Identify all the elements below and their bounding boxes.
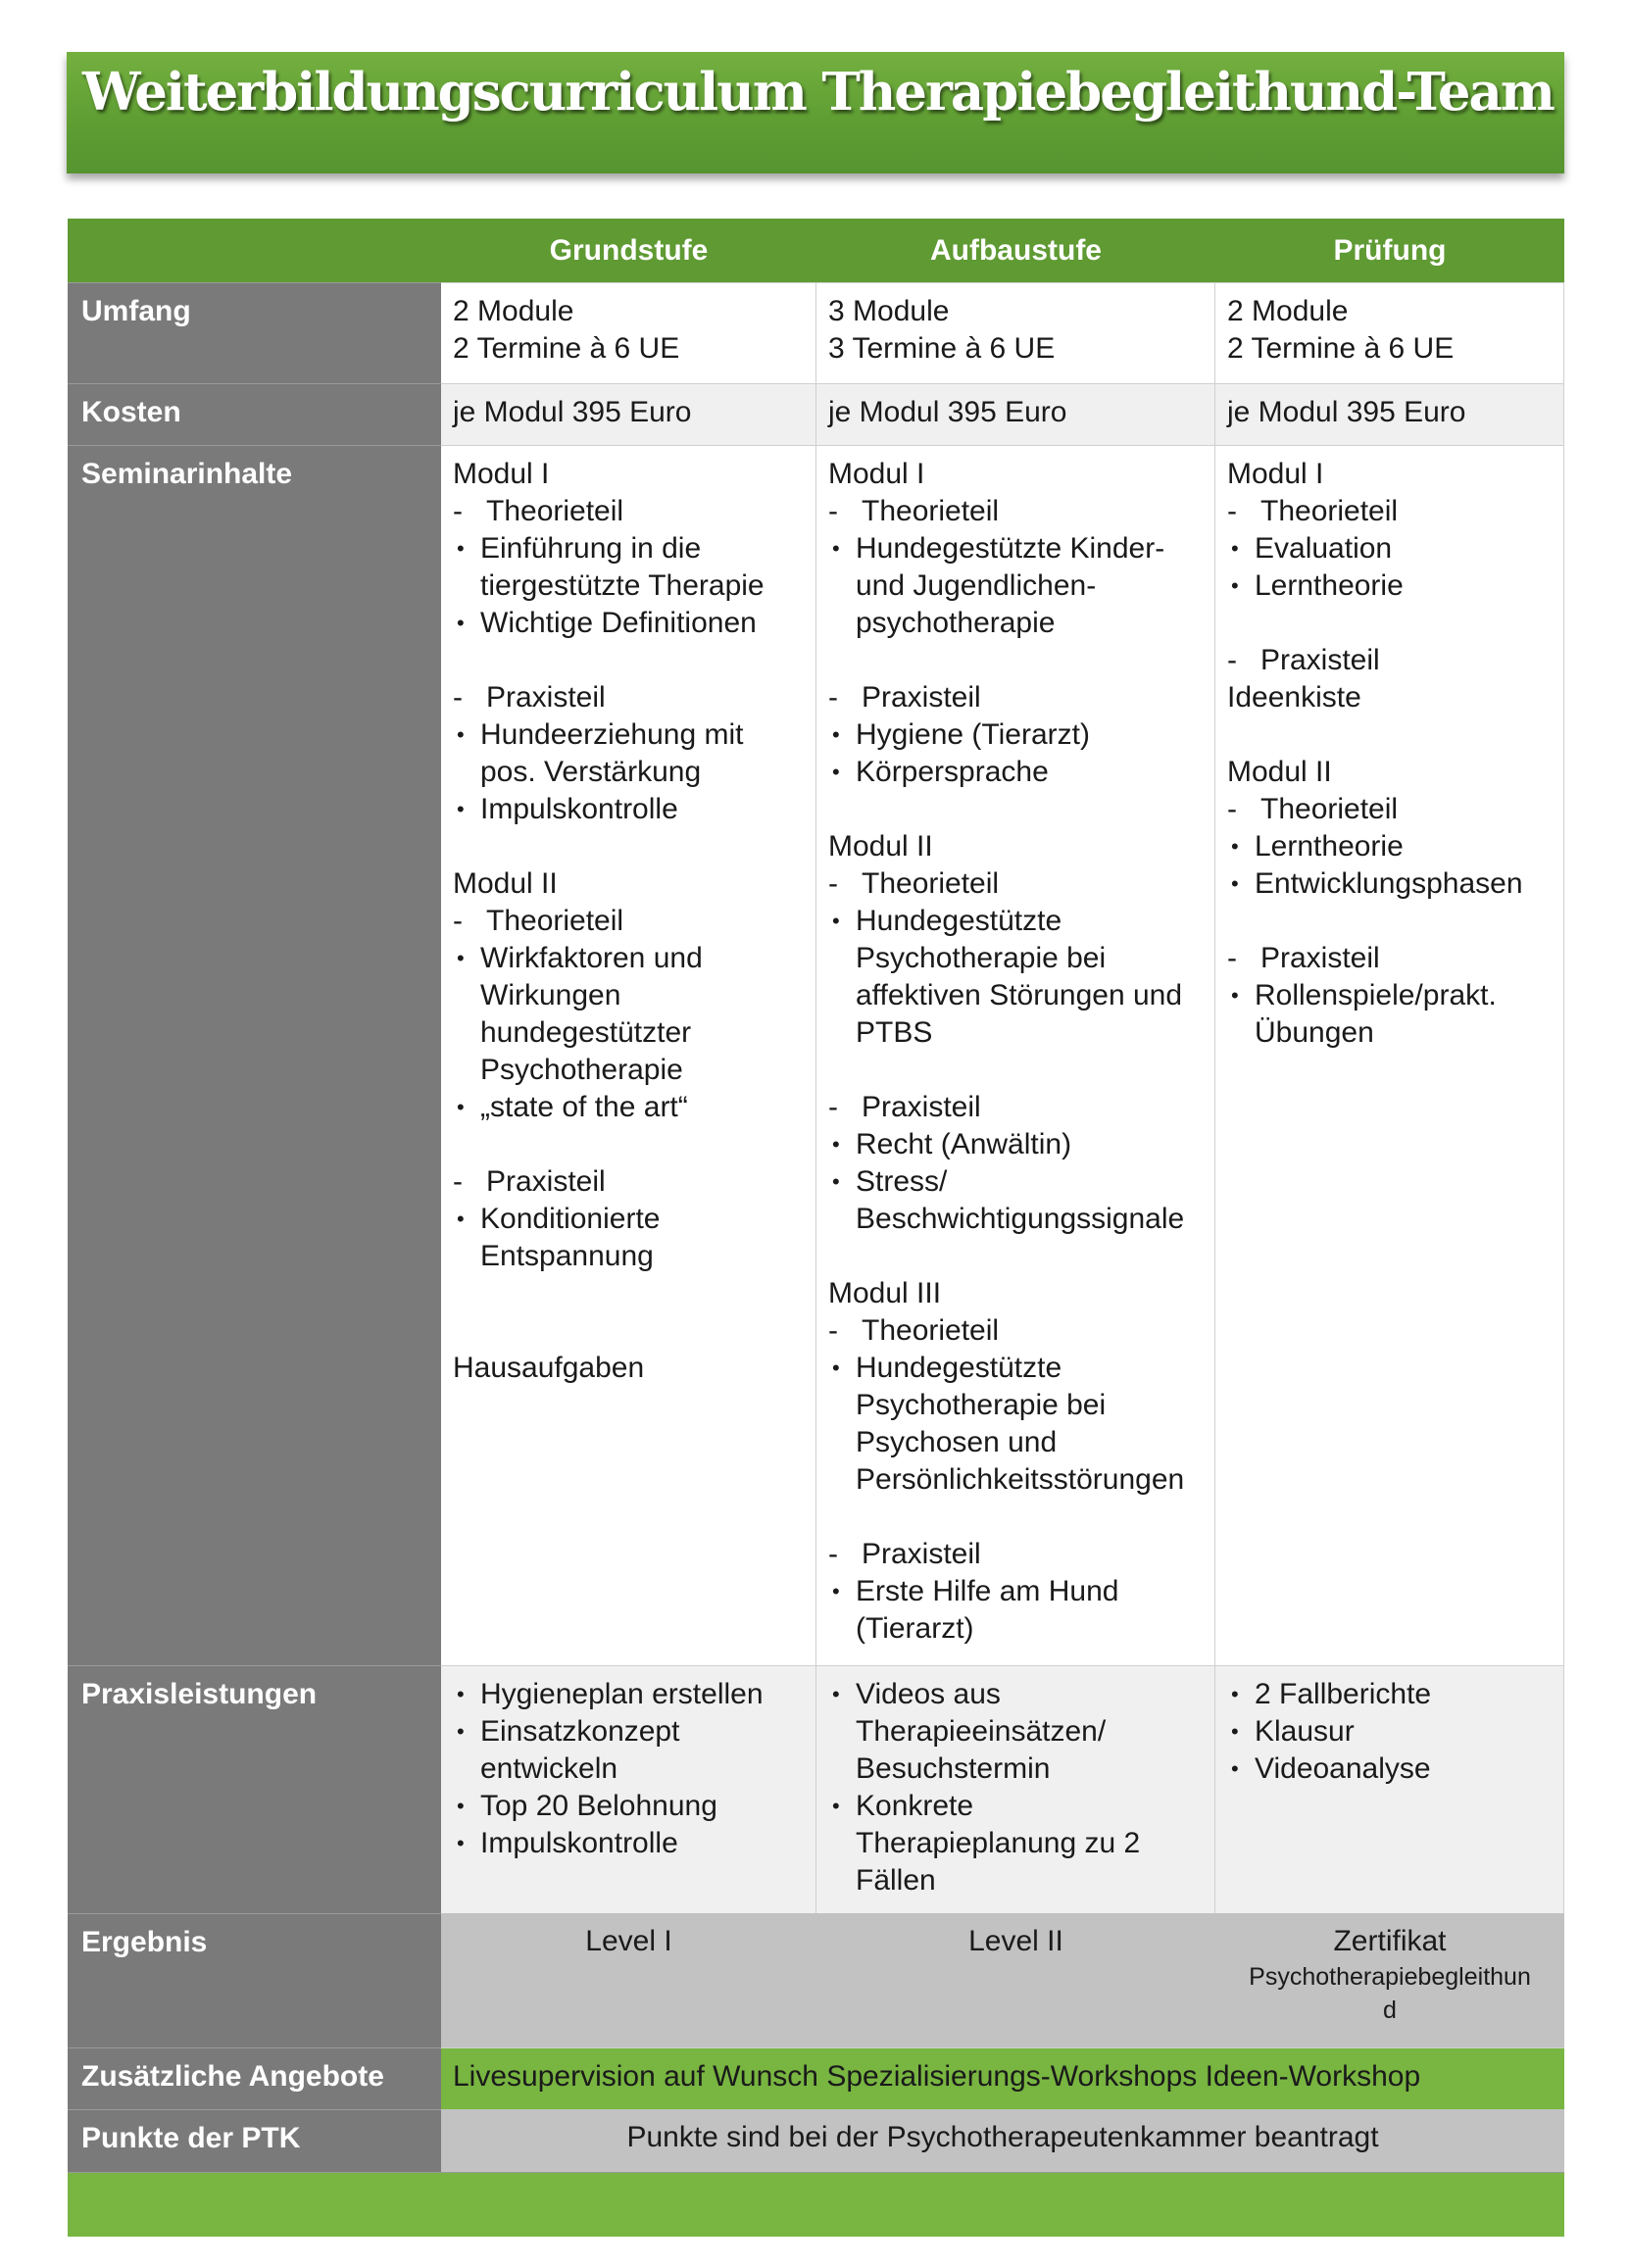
section-title: Praxisteil: [862, 1091, 981, 1123]
list-item: • Videos aus: [828, 1676, 1214, 1713]
dash-marker: -: [1227, 644, 1237, 676]
cell-line: 2 Termine à 6 UE: [453, 332, 680, 365]
cell-umfang-grundstufe: [441, 282, 816, 383]
module-heading: Modul II: [828, 830, 933, 863]
curriculum-table: [68, 219, 1564, 2237]
list-item: • Lerntheorie: [1227, 828, 1563, 865]
list-item: • Impulskontrolle: [453, 791, 815, 828]
list-item-cont: und Jugendlichen-: [856, 569, 1097, 602]
list-item: • Erste Hilfe am Hund: [828, 1573, 1214, 1610]
cell-umfang-pruefung: [1215, 282, 1564, 383]
list-item: • Hundegestützte: [828, 1350, 1214, 1387]
list-item: • Wichtige Definitionen: [453, 605, 815, 642]
list-item: • Rollenspiele/prakt.: [1227, 977, 1563, 1014]
section-title: Praxisteil: [1260, 942, 1380, 974]
section-title: Theorieteil: [1260, 495, 1399, 527]
section-heading: [453, 903, 815, 940]
section-heading: [1227, 791, 1563, 828]
row-label-zusatz: Zusätzliche Angebote: [68, 2047, 441, 2109]
column-header-aufbaustufe: Aufbaustufe: [816, 219, 1215, 282]
section-heading: [828, 679, 1214, 716]
list-item-cont: Psychosen und: [856, 1426, 1058, 1458]
list-item: • Evaluation: [1227, 530, 1563, 567]
list-item: • „state of the art“: [453, 1089, 815, 1126]
module-heading: Modul III: [828, 1277, 942, 1309]
cell-line: 2 Module: [1227, 295, 1349, 327]
list-item: • Lerntheorie: [1227, 567, 1563, 605]
cell-ergebnis-pruefung: [1215, 1913, 1564, 2047]
section-heading: [828, 865, 1214, 903]
list-item: • Konditionierte: [453, 1201, 815, 1238]
module-heading: Modul I: [453, 458, 550, 490]
plain-line: Ideenkiste: [1227, 681, 1361, 714]
dash-marker: -: [828, 681, 838, 714]
dash-marker: -: [453, 495, 463, 527]
cell-line: 2 Termine à 6 UE: [1227, 332, 1455, 365]
section-title: Theorieteil: [862, 867, 1000, 900]
section-title: Theorieteil: [862, 1314, 1000, 1347]
cell-kosten-pruefung: je Modul 395 Euro: [1215, 383, 1564, 445]
list-item-cont: entwickeln: [480, 1752, 618, 1785]
list-item-cont: Wirkungen: [480, 979, 621, 1011]
dash-marker: -: [828, 1314, 838, 1347]
list-item-cont: Persönlichkeitsstörungen: [856, 1463, 1185, 1496]
section-title: Theorieteil: [486, 905, 624, 937]
row-label-praxisleistungen: Praxisleistungen: [68, 1665, 441, 1913]
footer-band: [68, 2172, 1564, 2237]
dash-marker: -: [828, 1538, 838, 1570]
cell-seminar-grundstufe: [441, 445, 816, 1665]
section-title: Praxisteil: [486, 681, 606, 714]
spacer: [453, 1275, 815, 1312]
section-title: Praxisteil: [1260, 644, 1380, 676]
list-item-cont: Psychotherapie bei: [856, 942, 1107, 974]
cell-praxis-grundstufe: [441, 1665, 816, 1913]
result-subtitle: Psychotherapiebegleithun: [1249, 1963, 1531, 1991]
spacer: [1227, 903, 1563, 940]
row-label-umfang: Umfang: [68, 282, 441, 383]
list-item-cont: PTBS: [856, 1016, 933, 1049]
dash-marker: -: [828, 867, 838, 900]
cell-kosten-grundstufe: je Modul 395 Euro: [441, 383, 816, 445]
list-item: • Entwicklungsphasen: [1227, 865, 1563, 903]
cell-line: 3 Module: [828, 295, 950, 327]
spacer: [828, 1052, 1214, 1089]
cell-zusatz: Livesupervision auf Wunsch Spezialisierungs-Workshops Ideen-Workshop: [441, 2047, 1564, 2109]
section-title: Theorieteil: [862, 495, 1000, 527]
column-header-pruefung: Prüfung: [1215, 219, 1564, 282]
row-label-ptk: Punkte der PTK: [68, 2109, 441, 2172]
column-header-grundstufe: Grundstufe: [441, 219, 816, 282]
dash-marker: -: [828, 495, 838, 527]
row-label-seminarinhalte: Seminarinhalte: [68, 445, 441, 1665]
section-title: Theorieteil: [486, 495, 624, 527]
spacer: [453, 1312, 815, 1350]
section-title: Praxisteil: [862, 681, 981, 714]
cell-ergebnis-aufbaustufe: Level II: [816, 1913, 1215, 2047]
row-label-ergebnis: Ergebnis: [68, 1913, 441, 2047]
spacer: [453, 828, 815, 865]
module-heading: Modul II: [1227, 756, 1332, 788]
cell-kosten-aufbaustufe: je Modul 395 Euro: [816, 383, 1215, 445]
section-heading: [1227, 940, 1563, 977]
section-heading: [828, 493, 1214, 530]
list-item: • Hygiene (Tierarzt): [828, 716, 1214, 754]
list-item-cont: pos. Verstärkung: [480, 756, 702, 788]
spacer: [828, 1238, 1214, 1275]
dash-marker: -: [828, 1091, 838, 1123]
page-title: Weiterbildungscurriculum Therapiebegleithund-Team: [82, 62, 1554, 123]
module-heading: Modul II: [453, 867, 558, 900]
cell-ptk: Punkte sind bei der Psychotherapeutenkammer beantragt: [441, 2109, 1564, 2172]
list-item: • Einführung in die: [453, 530, 815, 567]
dash-marker: -: [453, 905, 463, 937]
section-heading: [453, 493, 815, 530]
list-item: • Recht (Anwältin): [828, 1126, 1214, 1163]
list-item: • Hundegestützte Kinder-: [828, 530, 1214, 567]
list-item-cont: Fällen: [856, 1864, 936, 1897]
dash-marker: -: [453, 681, 463, 714]
cell-umfang-aufbaustufe: [816, 282, 1215, 383]
list-item: • Wirkfaktoren und: [453, 940, 815, 977]
list-item-cont: Therapieplanung zu 2: [856, 1827, 1141, 1859]
list-item-cont: Psychotherapie bei: [856, 1389, 1107, 1421]
section-heading: [828, 1312, 1214, 1350]
list-item: • Stress/: [828, 1163, 1214, 1201]
list-item: • Hundegestützte: [828, 903, 1214, 940]
section-title: Praxisteil: [486, 1165, 606, 1198]
result-title: Zertifikat: [1333, 1925, 1447, 1957]
list-item-cont: (Tierarzt): [856, 1612, 974, 1645]
list-item: • Konkrete: [828, 1788, 1214, 1825]
cell-seminar-pruefung: [1215, 445, 1564, 1665]
section-heading: [453, 679, 815, 716]
list-item: • Hygieneplan erstellen: [453, 1676, 815, 1713]
list-item: • Videoanalyse: [1227, 1750, 1563, 1788]
cell-seminar-aufbaustufe: [816, 445, 1215, 1665]
dash-marker: -: [1227, 495, 1237, 527]
list-item-cont: Psychotherapie: [480, 1054, 683, 1086]
list-item: • Impulskontrolle: [453, 1825, 815, 1862]
section-heading: [1227, 642, 1563, 679]
section-title: Theorieteil: [1260, 793, 1399, 825]
homework-label: Hausaufgaben: [453, 1352, 645, 1384]
list-item: • Top 20 Belohnung: [453, 1788, 815, 1825]
list-item-cont: Beschwichtigungssignale: [856, 1203, 1185, 1235]
cell-line: 3 Termine à 6 UE: [828, 332, 1056, 365]
spacer: [453, 642, 815, 679]
spacer: [828, 642, 1214, 679]
spacer: [828, 1499, 1214, 1536]
list-item-cont: hundegestützter: [480, 1016, 692, 1049]
cell-ergebnis-grundstufe: Level I: [441, 1913, 816, 2047]
list-item-cont: psychotherapie: [856, 607, 1056, 639]
cell-praxis-aufbaustufe: [816, 1665, 1215, 1913]
list-item: • Hundeerziehung mit: [453, 716, 815, 754]
list-item-cont: tiergestützte Therapie: [480, 569, 765, 602]
cell-praxis-pruefung: [1215, 1665, 1564, 1913]
spacer: [828, 791, 1214, 828]
module-heading: Modul I: [1227, 458, 1324, 490]
module-heading: Modul I: [828, 458, 925, 490]
section-heading: [828, 1089, 1214, 1126]
dash-marker: -: [453, 1165, 463, 1198]
spacer: [1227, 716, 1563, 754]
dash-marker: -: [1227, 793, 1237, 825]
section-title: Praxisteil: [862, 1538, 981, 1570]
spacer: [453, 1126, 815, 1163]
spacer: [1227, 605, 1563, 642]
list-item-cont: Entspannung: [480, 1240, 654, 1272]
section-heading: [1227, 493, 1563, 530]
row-label-kosten: Kosten: [68, 383, 441, 445]
title-banner: [67, 52, 1564, 173]
list-item-cont: Therapieeinsätzen/: [856, 1715, 1107, 1748]
section-heading: [453, 1163, 815, 1201]
result-subtitle: d: [1383, 1997, 1397, 2024]
list-item: • Körpersprache: [828, 754, 1214, 791]
header-corner: [68, 219, 441, 282]
list-item: • Einsatzkonzept: [453, 1713, 815, 1750]
list-item: • 2 Fallberichte: [1227, 1676, 1563, 1713]
dash-marker: -: [1227, 942, 1237, 974]
list-item-cont: affektiven Störungen und: [856, 979, 1183, 1011]
list-item: • Klausur: [1227, 1713, 1563, 1750]
cell-line: 2 Module: [453, 295, 574, 327]
list-item-cont: Besuchstermin: [856, 1752, 1051, 1785]
section-heading: [828, 1536, 1214, 1573]
list-item-cont: Übungen: [1255, 1016, 1374, 1049]
